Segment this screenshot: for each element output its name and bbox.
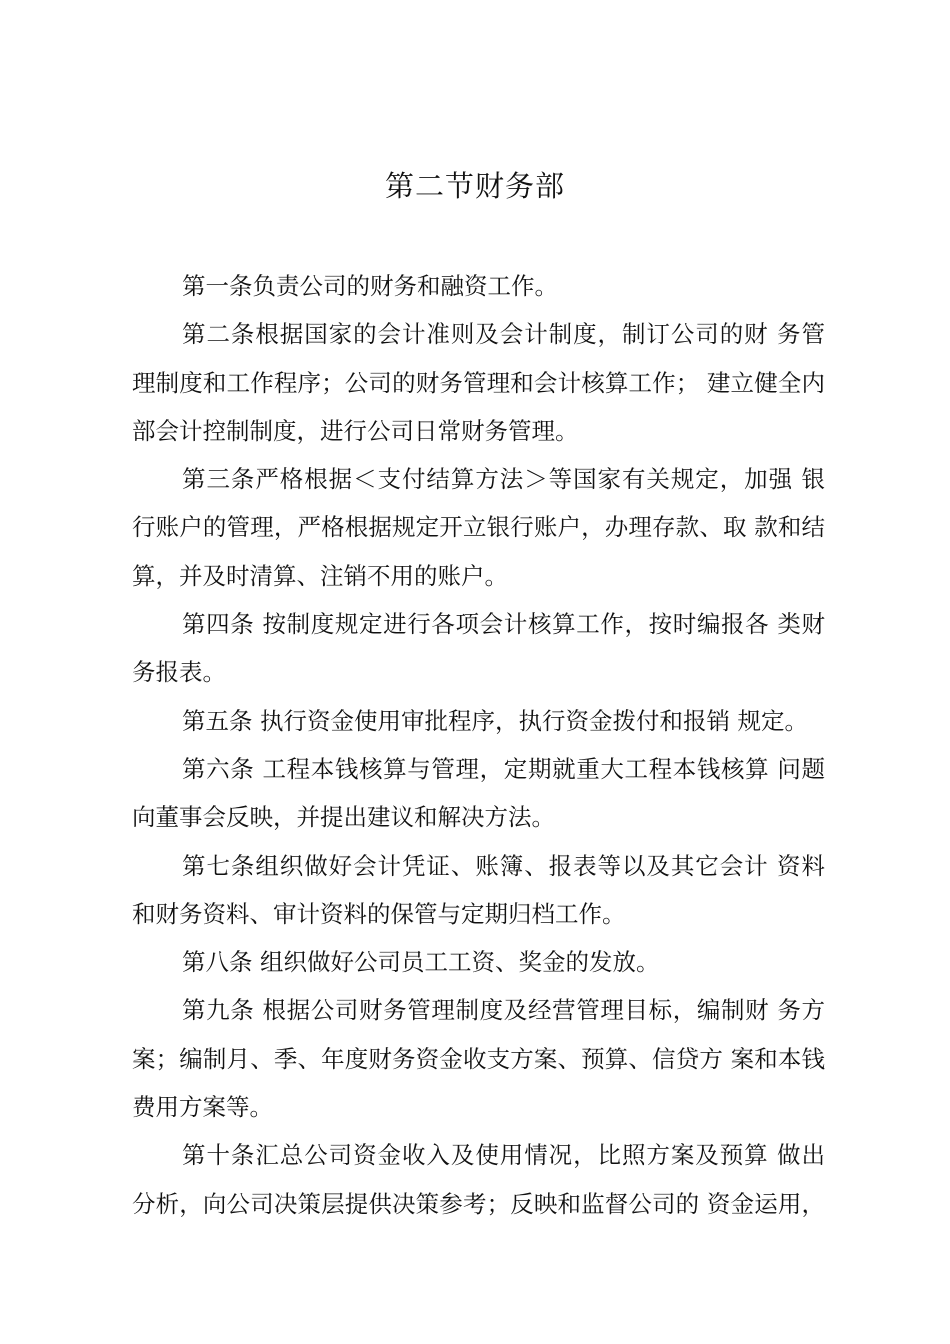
article-9-line-2: 案；编制月、季、年度财务资金收支方案、预算、信贷方 案和本钱 (132, 1044, 825, 1073)
article-6-line-1: 第六条 工程本钱核算与管理，定期就重大工程本钱核算 问题 (182, 754, 825, 783)
article-7-line-1: 第七条组织做好会计凭证、账簿、报表等以及其它会计 资料 (182, 851, 825, 880)
article-9-line-3: 费用方案等。 (132, 1093, 273, 1122)
article-7-line-2: 和财务资料、审计资料的保管与定期归档工作。 (132, 899, 626, 928)
article-4-line-2: 务报表。 (132, 658, 226, 687)
article-3-line-2: 行账户的管理，严格根据规定开立银行账户，办理存款、取 款和结 (132, 513, 825, 542)
article-2-line-1: 第二条根据国家的会计准则及会计制度，制订公司的财 务管 (182, 320, 825, 349)
article-9-line-1: 第九条 根据公司财务管理制度及经营管理目标，编制财 务方 (182, 996, 825, 1025)
article-2-line-2: 理制度和工作程序；公司的财务管理和会计核算工作； 建立健全内 (132, 368, 825, 397)
article-5-line-1: 第五条 执行资金使用审批程序，执行资金拨付和报销 规定。 (182, 706, 808, 735)
article-1-line-1: 第一条负责公司的财务和融资工作。 (182, 272, 558, 300)
article-2-line-3: 部会计控制制度，进行公司日常财务管理。 (132, 416, 579, 445)
article-3-line-3: 算，并及时清算、注销不用的账户。 (132, 561, 508, 590)
article-10-line-1: 第十条汇总公司资金收入及使用情况，比照方案及预算 做出 (182, 1141, 825, 1170)
article-6-line-2: 向董事会反映，并提出建议和解决方法。 (132, 803, 555, 832)
document-body (132, 262, 825, 1228)
article-10-line-2: 分析，向公司决策层提供决策参考；反映和监督公司的 资金运用， (132, 1189, 825, 1218)
article-3-line-1: 第三条严格根据＜支付结算方法＞等国家有关规定，加强 银 (182, 465, 825, 494)
page-title: 第二节财务部 (384, 169, 565, 203)
article-8-line-1: 第八条 组织做好公司员工工资、奖金的发放。 (182, 948, 660, 977)
article-4-line-1: 第四条 按制度规定进行各项会计核算工作，按时编报各 类财 (182, 610, 825, 639)
